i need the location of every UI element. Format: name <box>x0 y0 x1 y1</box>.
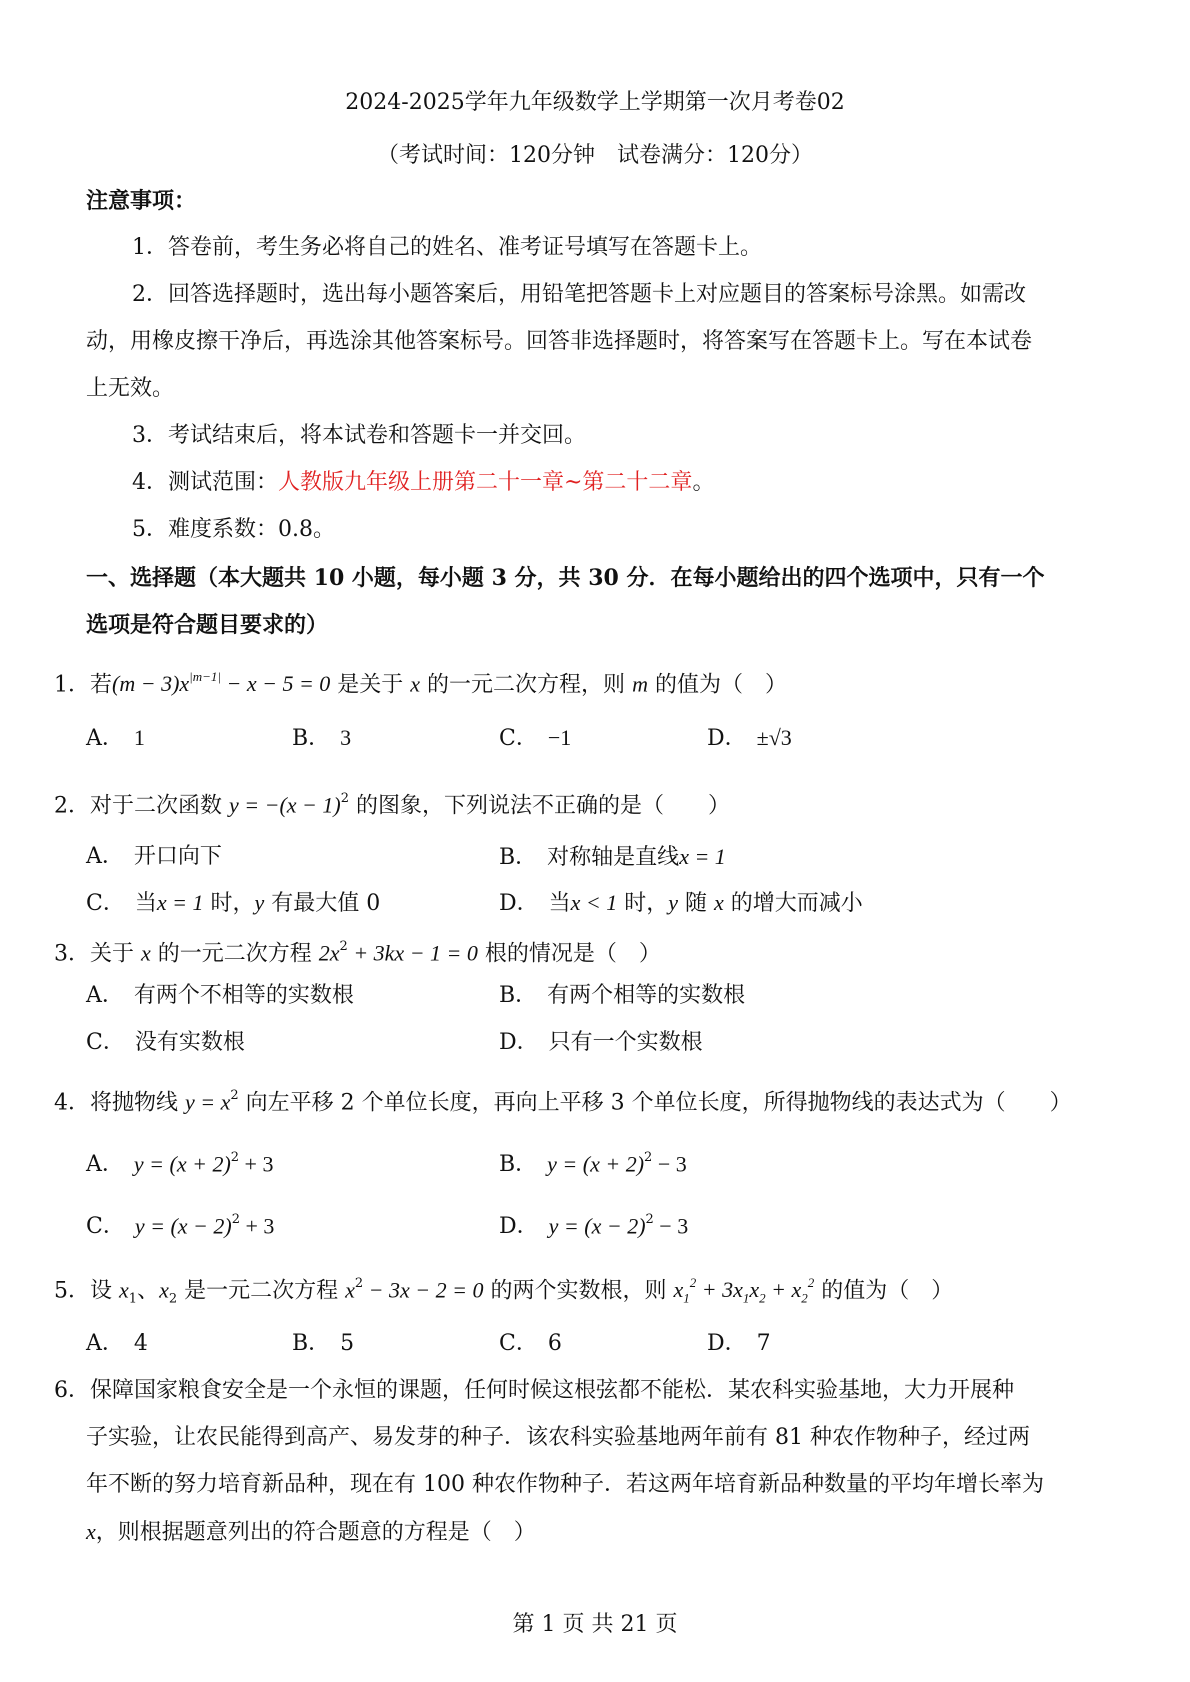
notice-heading: 注意事项： <box>86 188 197 214</box>
option-label: C． <box>86 1030 125 1055</box>
q5-expr-part: + x <box>765 1277 802 1303</box>
q5-expr-part: x <box>673 1277 684 1303</box>
page-title: 2024-2025学年九年级数学上学期第一次月考卷02 <box>345 90 845 115</box>
q5-var-x2: x <box>159 1277 169 1303</box>
q3-var-x: x <box>141 940 151 966</box>
option-text: 有最大值 0 <box>264 891 381 916</box>
option-b <box>499 1145 687 1180</box>
q5-expr-part: x <box>749 1277 760 1303</box>
option-label: D． <box>499 891 539 916</box>
q3-eq-part-a: 2x <box>318 940 340 966</box>
q5-separator: 、 <box>137 1278 160 1304</box>
option-text: 随 <box>678 891 715 916</box>
q1-eq-part-b: − x − 5 = 0 <box>220 671 331 697</box>
option-c <box>86 1207 274 1242</box>
option-c <box>86 1028 245 1058</box>
q1-stem-post: 的值为（ ） <box>647 672 787 698</box>
option-value: 3 <box>340 725 352 750</box>
option-a <box>86 723 145 754</box>
option-exponent: 2 <box>645 1212 654 1227</box>
option-text: 的增大而减小 <box>723 891 863 916</box>
q5-var-x1: x <box>119 1277 129 1303</box>
option-value: 有两个相等的实数根 <box>547 983 746 1008</box>
option-text: 时， <box>203 891 255 916</box>
section-heading-line-2: 选项是符合题目要求的） <box>86 612 329 638</box>
q1-stem-pre: 若 <box>90 672 113 698</box>
q3-stem-pre: 关于 <box>90 941 141 967</box>
q5-stem-post: 的值为（ ） <box>814 1278 954 1304</box>
q5-eq-part-a: x <box>345 1277 355 1303</box>
q2-stem-pre: 对于二次函数 <box>90 793 229 819</box>
q3-stem-mid: 的一元二次方程 <box>150 941 319 967</box>
option-value: 开口向下 <box>133 844 222 869</box>
question-5 <box>54 1270 953 1315</box>
option-value: 6 <box>547 1331 562 1356</box>
option-math-tail: − 3 <box>652 1151 687 1177</box>
q4-stem-post: 向左平移 2 个单位长度，再向上平移 3 个单位长度，所得抛物线的表达式为（ ） <box>238 1090 1072 1116</box>
option-math-tail: − 3 <box>653 1213 689 1239</box>
option-label: A． <box>86 1331 124 1356</box>
q5-expr-superscript: 2 <box>807 1275 815 1290</box>
notice-item-4 <box>132 468 714 498</box>
option-label: A． <box>86 726 124 751</box>
q3-eq-part-b: + 3kx − 1 = 0 <box>347 940 478 966</box>
option-value: 有两个不相等的实数根 <box>133 983 354 1008</box>
q5-subscript: 1 <box>128 1291 138 1307</box>
option-exponent: 2 <box>230 1150 240 1165</box>
option-label: B． <box>292 1331 331 1356</box>
option-text: 时， <box>617 891 669 916</box>
question-number: 1． <box>54 672 90 698</box>
q5-subscript: 2 <box>168 1291 178 1307</box>
option-label: A． <box>86 1152 124 1178</box>
question-number: 6． <box>54 1378 90 1403</box>
notice-item-2-line-1: 2．回答选择题时，选出每小题答案后，用铅笔把答题卡上对应题目的答案标号涂黑。如需改 <box>132 282 1027 307</box>
option-b <box>499 842 726 873</box>
option-b <box>292 1329 354 1359</box>
option-d <box>499 888 863 919</box>
option-label: B． <box>292 726 331 751</box>
q5-expr-superscript: 2 <box>689 1275 697 1290</box>
option-a <box>86 1329 148 1359</box>
option-math: y = (x + 2) <box>547 1151 645 1177</box>
option-value: 1 <box>133 725 145 750</box>
option-label: C． <box>499 1331 538 1356</box>
question-1 <box>54 664 787 700</box>
notice-item-2-line-3: 上无效。 <box>86 376 175 401</box>
q4-stem-pre: 将抛物线 <box>90 1090 185 1116</box>
option-text: 当 <box>548 891 571 916</box>
section-heading-line-1: 一、选择题（本大题共 10 小题，每小题 3 分，共 30 分．在每小题给出的四个选项中，只有一个 <box>86 565 1045 591</box>
option-d <box>499 1028 703 1058</box>
option-value: 只有一个实数根 <box>548 1030 703 1055</box>
q2-exponent: 2 <box>340 791 349 806</box>
q1-eq-exponent: |m−1| <box>189 669 221 684</box>
notice-item-3: 3．考试结束后，将本试卷和答题卡一并交回。 <box>132 423 586 448</box>
q1-stem-mid: 是关于 <box>330 672 411 698</box>
option-label: A． <box>86 983 124 1008</box>
option-label: B． <box>499 983 538 1008</box>
notice-item-4-prefix: 4．测试范围： <box>132 470 278 495</box>
q6-line-2: 子实验，让农民能得到高产、易发芽的种子．该农科实验基地两年前有 81 种农作物种子，经过两 <box>86 1425 1030 1450</box>
q6-line-4 <box>86 1517 536 1548</box>
q5-stem-mid2: 的两个实数根，则 <box>483 1278 674 1304</box>
option-value: 7 <box>756 1331 771 1356</box>
option-label: B． <box>499 845 538 870</box>
question-number: 2． <box>54 793 90 819</box>
q1-equation <box>112 671 330 696</box>
option-value: ±√3 <box>756 725 792 750</box>
page-number: 第 1 页 共 21 页 <box>512 1612 678 1637</box>
question-number: 5． <box>54 1278 90 1304</box>
q6-line-1: 保障国家粮食安全是一个永恒的课题，任何时候这根弦都不能松．某农科实验基地，大力开展种 <box>90 1378 1015 1403</box>
q5-stem-pre: 设 <box>90 1278 119 1304</box>
q6-line-3: 年不断的努力培育新品种，现在有 100 种农作物种子．若这两年培育新品种数量的平均年增长率为 <box>86 1472 1044 1497</box>
option-value: 4 <box>133 1331 148 1356</box>
q5-eq-part-b: − 3x − 2 = 0 <box>363 1277 484 1303</box>
option-c <box>499 723 571 754</box>
option-math: x < 1 <box>570 890 618 915</box>
option-label: C． <box>86 891 125 916</box>
option-var-y: y <box>668 890 679 915</box>
q5-stem-mid: 是一元二次方程 <box>177 1278 346 1304</box>
option-a <box>86 981 354 1011</box>
q5-expr-subscript: 2 <box>759 1290 766 1306</box>
option-value: 没有实数根 <box>134 1030 245 1055</box>
q4-function: y = x <box>185 1089 231 1115</box>
option-b <box>292 723 351 754</box>
q2-stem-post: 的图象，下列说法不正确的是（ ） <box>349 793 730 819</box>
test-range: 人教版九年级上册第二十一章~第二十二章 <box>278 470 693 495</box>
option-d <box>707 1329 771 1359</box>
option-text: 当 <box>134 891 157 916</box>
option-c <box>86 888 380 919</box>
q1-var-m: m <box>632 671 648 697</box>
q1-stem-mid2: 的一元二次方程，则 <box>420 672 633 698</box>
option-math: y = (x − 2) <box>548 1213 646 1239</box>
question-2 <box>54 786 730 821</box>
option-label: D． <box>707 1331 747 1356</box>
notice-item-4-suffix: 。 <box>692 470 715 495</box>
option-exponent: 2 <box>644 1150 653 1165</box>
q4-exponent: 2 <box>230 1088 239 1103</box>
q1-eq-part-a: (m − 3)x <box>112 671 190 697</box>
option-exponent: 2 <box>231 1212 240 1227</box>
option-value: 对称轴是直线 <box>547 845 680 870</box>
q1-var-x: x <box>410 671 421 697</box>
q3-exponent: 2 <box>339 939 348 954</box>
option-label: C． <box>499 726 538 751</box>
q5-expr-subscript: 1 <box>742 1290 750 1306</box>
option-label: A． <box>86 844 124 869</box>
q2-function: y = −(x − 1) <box>229 792 341 818</box>
option-a <box>86 1145 273 1180</box>
option-label: C． <box>86 1214 125 1240</box>
option-d <box>499 1207 688 1242</box>
q6-line-4-text: ，则根据题意列出的符合题意的方程是（ ） <box>95 1520 536 1545</box>
question-3 <box>54 934 661 969</box>
option-label: D． <box>499 1214 539 1240</box>
option-math: x = 1 <box>679 844 726 869</box>
option-math: y = (x − 2) <box>134 1213 232 1239</box>
q3-stem-post: 根的情况是（ ） <box>477 941 661 967</box>
exam-info: （考试时间：120分钟 试卷满分：120分） <box>377 143 813 168</box>
question-number: 3． <box>54 941 90 967</box>
option-var-x: x <box>714 890 724 915</box>
notice-item-5: 5．难度系数：0.8。 <box>132 517 335 542</box>
option-math-tail: + 3 <box>240 1213 275 1239</box>
option-math: x = 1 <box>156 890 204 915</box>
option-c <box>499 1329 562 1359</box>
question-4 <box>54 1083 1072 1118</box>
notice-item-2-line-2: 动，用橡皮擦干净后，再选涂其他答案标号。回答非选择题时，将答案写在答题卡上。写在本试卷 <box>86 329 1033 354</box>
q5-expression <box>673 1275 815 1306</box>
q5-expr-subscript: 1 <box>683 1290 690 1306</box>
q5-expr-subscript: 2 <box>801 1290 808 1306</box>
q6-var-x: x <box>86 1519 96 1544</box>
option-b <box>499 981 745 1011</box>
notice-item-1: 1．答卷前，考生务必将自己的姓名、准考证号填写在答题卡上。 <box>132 235 762 260</box>
question-number: 4． <box>54 1090 90 1116</box>
option-math-tail: + 3 <box>239 1151 274 1177</box>
q5-eq-exponent: 2 <box>354 1276 364 1291</box>
option-math: y = (x + 2) <box>133 1151 231 1177</box>
option-label: D． <box>707 726 747 751</box>
option-label: D． <box>499 1030 539 1055</box>
option-var-y: y <box>254 890 265 915</box>
option-a <box>86 842 222 872</box>
option-value: −1 <box>547 725 572 750</box>
option-d <box>707 723 792 754</box>
option-label: B． <box>499 1152 538 1178</box>
q5-expr-part: + 3x <box>696 1277 743 1303</box>
option-value: 5 <box>340 1331 355 1356</box>
question-6 <box>54 1376 1014 1406</box>
